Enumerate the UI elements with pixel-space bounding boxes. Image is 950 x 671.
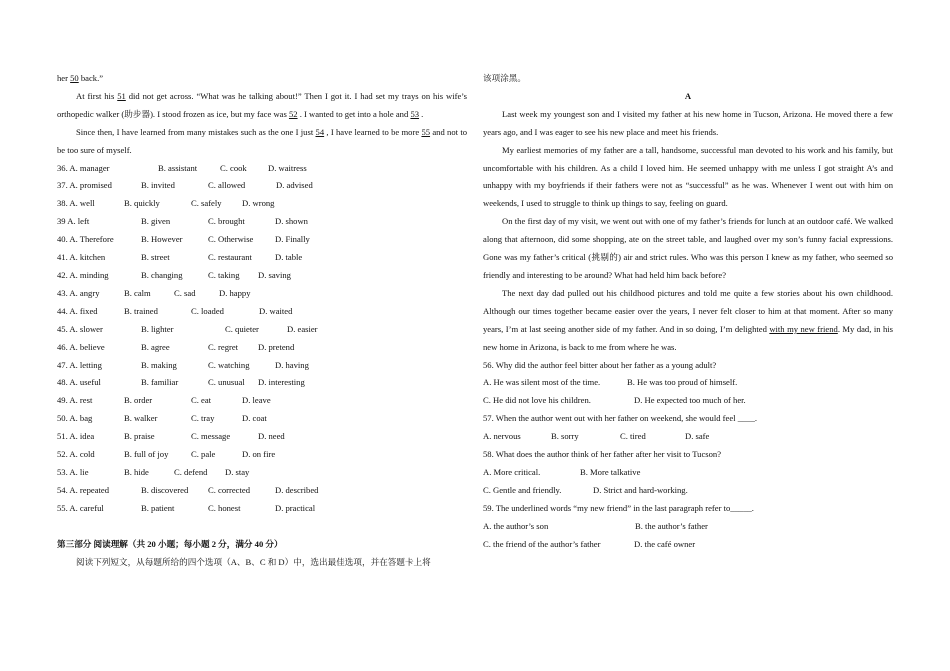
passage-paragraph: The next day dad pulled out his childhood pictures and told me quite a few stories about his own childhood. Although our times together became easier over the years, I never felt closer to him at that moment. After so many years, I’m at last seeing another side of my father. And in so doing, I’m delighted with my new friend. My dad, in his new home in Arizona, is back to me from where he was. [483,287,893,352]
option-row-45: 45. A. slower B. lighter C. quieter D. easier [57,323,318,334]
left-column [57,70,467,571]
option-row-38: 38. A. well B. quickly C. safely D. wrong [57,198,275,209]
blank-52: 52 [288,108,298,119]
option-row-43: 43. A. angry B. calm C. sad D. happy [57,287,251,298]
question-56-options: C. He did not love his children. D. He expected too much of her. [483,395,746,406]
question-58: 58. What does the author think of her father after her visit to Tucson? [483,449,722,460]
section-title: 第三部分 阅读理解（共 20 小题；每小题 2 分，满分 40 分） [57,538,283,549]
section-instruction: 阅读下列短文，从每题所给的四个选项（A、B、C 和 D）中，选出最佳选项，并在答题卡上将 [76,556,431,567]
option-row-44: 44. A. fixed B. trained C. loaded D. waited [57,305,293,316]
question-59-options: A. the author’s son B. the author’s father [483,520,708,531]
option-row-55: 55. A. careful B. patient C. honest D. practical [57,502,316,513]
passage-paragraph: Since then, I have learned from many mistakes such as the one I just 54 , I have learned to be more 55 and not to be too sure of myself. [57,126,468,155]
cloze-options [57,160,467,518]
blank-54: 54 [315,126,325,137]
right-column [483,70,893,553]
question-59-options: C. the friend of the author’s father D. the café owner [483,538,696,549]
option-row-46: 46. A. believe B. agree C. regret D. pretend [57,341,295,352]
option-row-49: 49. A. rest B. order C. eat D. leave [57,395,271,406]
blank-51: 51 [117,90,126,101]
question-56-options: A. He was silent most of the time. B. He was too proud of himself. [483,377,738,388]
option-row-51: 51. A. idea B. praise C. message D. need [57,431,285,442]
passage-paragraph: My earliest memories of my father are a tall, handsome, successful man devoted to his work and his family, but uncomfortable with his children. As a child I loved him. He seemed unhappy with me unless I got straight A’s and unhappy with my boyfriends if their fathers were not as “successful” as he was. Whenever I went out with him on weekends, I used to struggle to think up things to say, feeling on guard. [483,144,893,209]
passage-label: A [684,90,692,101]
option-row-47: 47. A. letting B. making C. watching D. having [57,359,309,370]
option-row-39: 39 A. left B. given C. brought D. shown [57,216,308,227]
blank-55: 55 [421,126,431,137]
option-row-50: 50. A. bag B. walker C. tray D. coat [57,413,267,424]
question-59: 59. The underlined words “my new friend” in the last paragraph refer to_____. [483,502,754,513]
passage-paragraph: At first his 51 did not get across. “What was he talking about!” Then I got it. I had set my trays on his wife’s orthopedic walker (助步器). I stood frozen as ice, but my face was 52 . I wanted to get into a hole and 53 . [57,90,467,119]
option-row-48: 48. A. useful B. familiar C. unusual D. interesting [57,377,305,388]
option-row-40: 40. A. Therefore B. However C. Otherwise D. Finally [57,234,310,245]
passage-paragraph: On the first day of my visit, we went out with one of my father’s friends for lunch at an outdoor café. We walked along that afternoon, did some shopping, ate on the street table, and laughed over my son’s funny facial expressions. Gone was my father’s critical (挑剔的) air and strict rules. Who was this person I knew as my father, who seemed so friendly and interesting to be around? What had held him back before? [483,216,893,280]
option-row-42: 42. A. minding B. changing C. taking D. saving [57,269,291,280]
passage-paragraph: Last week my youngest son and I visited my father at his new home in Tucson, Arizona. He moved there a few years ago, and I was eager to see his new place and meet his friends. [483,108,893,137]
option-row-53: 53. A. lie B. hide C. defend D. stay [57,466,250,477]
question-56: 56. Why did the author feel bitter about her father as a young adult? [483,359,717,370]
blank-53: 53 [410,108,420,119]
option-row-52: 52. A. cold B. full of joy C. pale D. on fire [57,449,276,460]
option-row-41: 41. A. kitchen B. street C. restaurant D. table [57,252,303,263]
option-row-37: 37. A. promised B. invited C. allowed D. advised [57,180,313,191]
question-58-options: C. Gentle and friendly. D. Strict and hard-working. [483,484,688,495]
option-row-36: 36. A. manager B. assistant C. cook D. waitress [57,162,307,173]
passage-line: her 50 back.” [57,73,104,83]
question-57-options: A. nervous B. sorry C. tired D. safe [483,431,710,442]
blank-50: 50 [70,73,79,83]
instruction-continued: 该项涂黑。 [483,73,526,83]
question-58-options: A. More critical. B. More talkative [483,466,641,477]
option-row-54: 54. A. repeated B. discovered C. corrected D. described [57,484,319,495]
question-57: 57. When the author went out with her father on weekend, she would feel ____. [483,413,758,424]
underlined-phrase: with my new friend [769,323,838,334]
